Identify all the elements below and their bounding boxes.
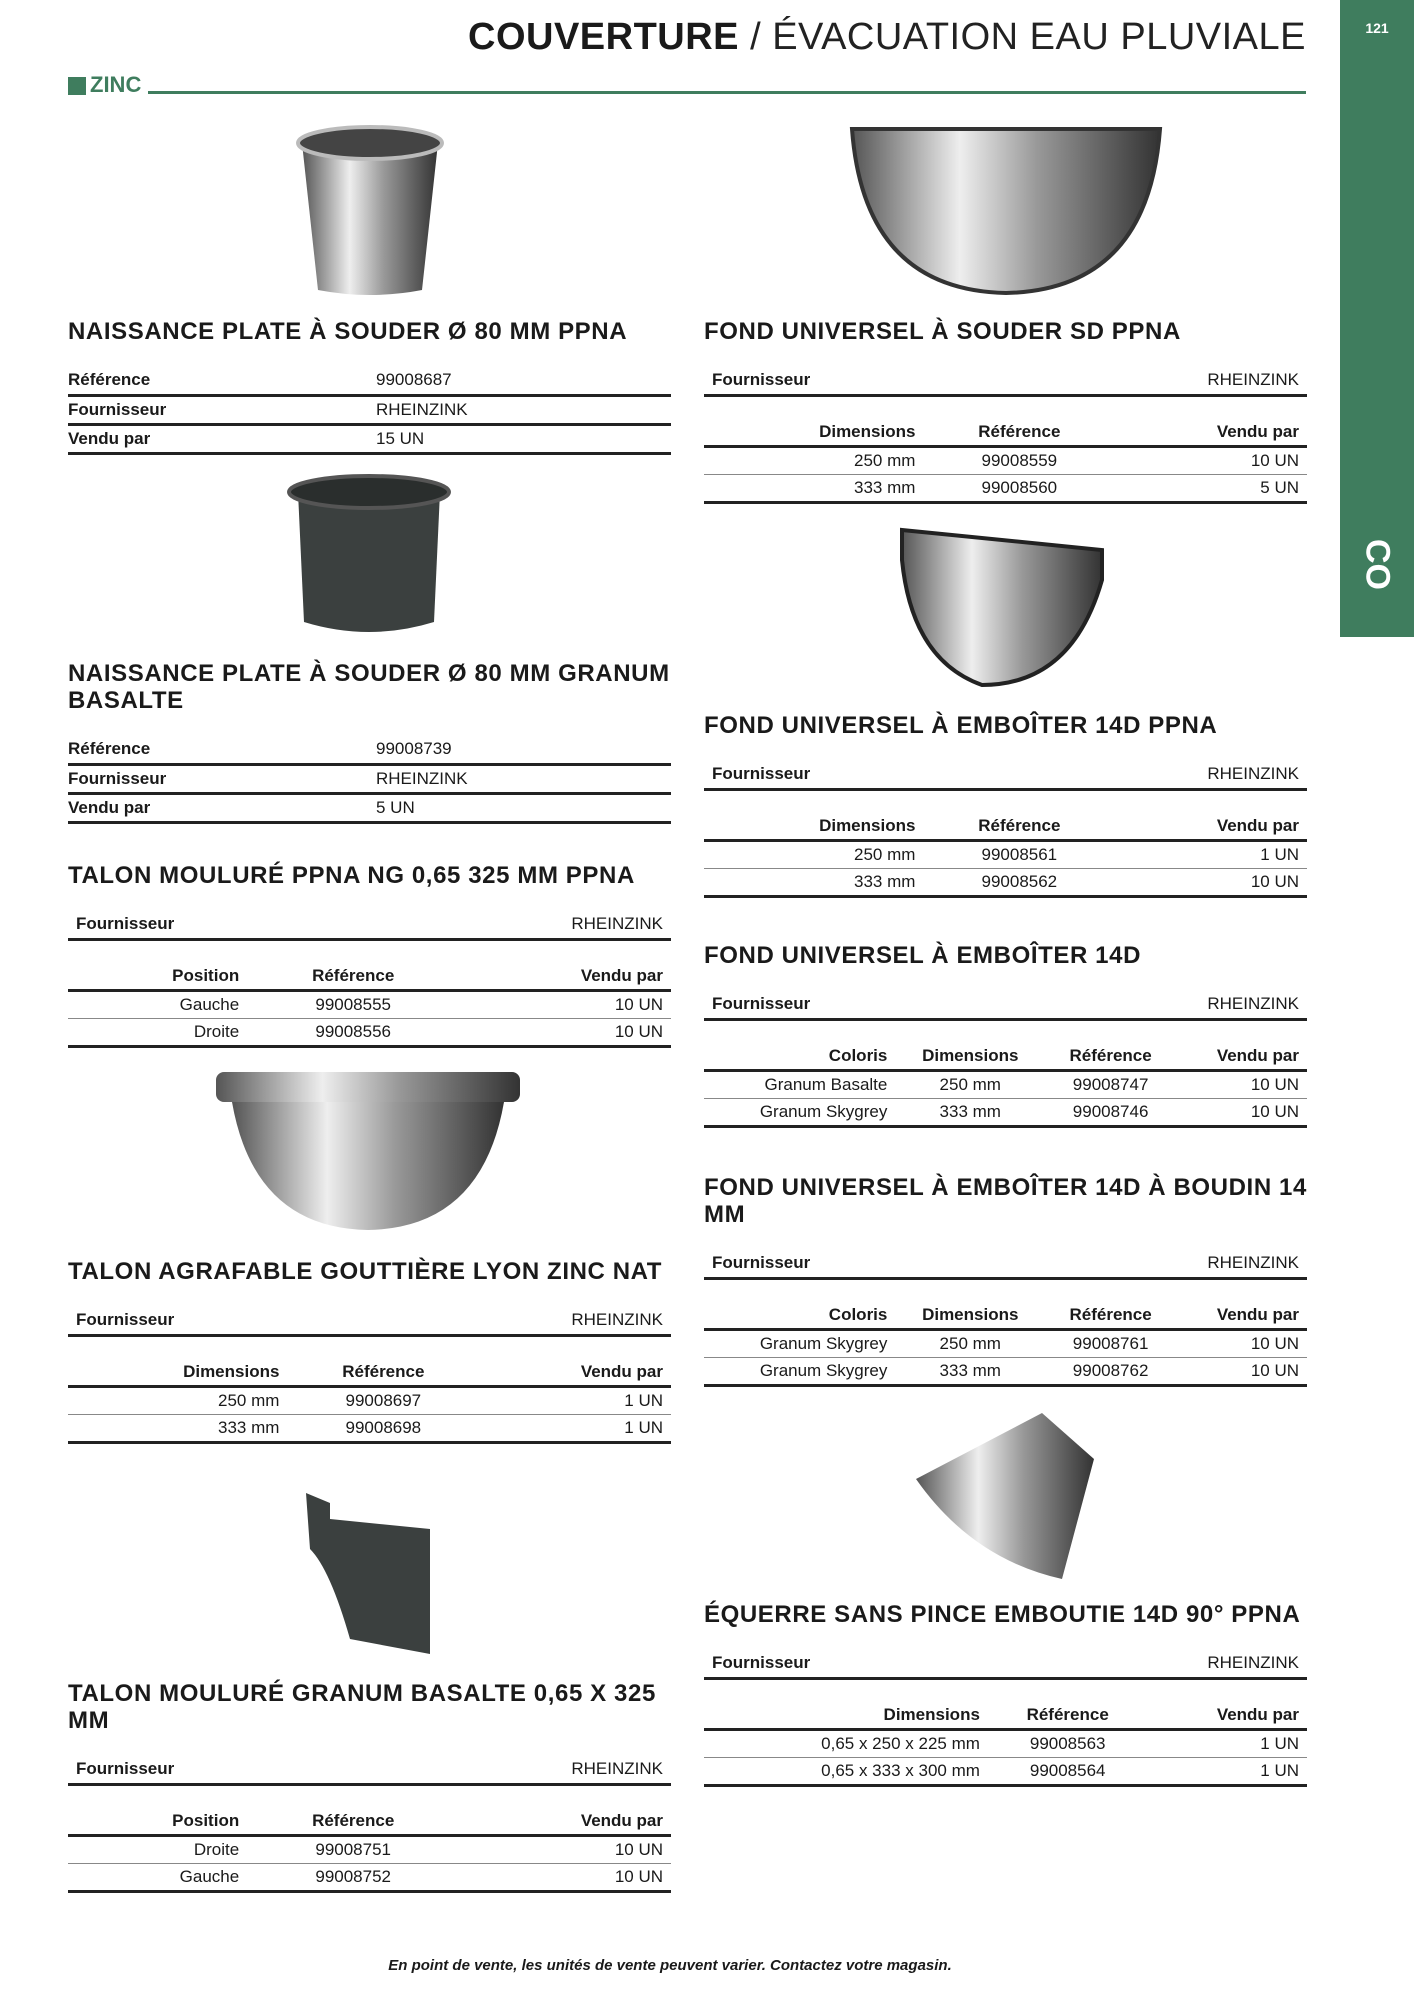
supplier-table [704,367,1307,397]
table-row [704,1758,1307,1786]
column-header: Vendu par [479,1359,671,1387]
spec-label: Référence [68,736,368,764]
table-cell: 10 UN [1115,447,1307,475]
product-block [704,318,1307,504]
column-header: Position [68,1808,247,1836]
table-cell: 10 UN [459,1864,671,1892]
table-cell: Droite [68,1019,247,1047]
column-header: Référence [923,813,1115,841]
naissance-ppna-image [290,125,450,297]
spec-row [68,793,671,822]
spec-label: Fournisseur [68,764,368,793]
product-block [704,1601,1307,1787]
supplier-label: Fournisseur [704,367,1015,395]
product-title: TALON MOULURÉ PPNA NG 0,65 325 MM PPNA [68,862,635,889]
supplier-table [704,1250,1307,1280]
product-block [704,712,1307,898]
table-cell: 1 UN [1147,1730,1307,1758]
column-header: Coloris [704,1302,895,1330]
table-cell: 250 mm [704,841,923,869]
supplier-table [704,761,1307,791]
table-header [704,419,1307,447]
column-header: Vendu par [1115,813,1307,841]
column-header: Référence [247,963,459,991]
equerre-image [912,1409,1098,1581]
variants-table [704,1043,1307,1129]
table-row [68,991,671,1019]
table-cell: 333 mm [895,1358,1045,1386]
table-cell: 99008562 [923,869,1115,897]
table-cell: 0,65 x 333 x 300 mm [704,1758,988,1786]
table-cell: 99008761 [1045,1330,1176,1358]
product-block [704,1174,1307,1387]
table-row [704,869,1307,897]
spec-value: 99008687 [368,367,671,395]
table-row [68,1836,671,1864]
spec-label: Fournisseur [68,395,368,424]
column-header: Référence [287,1359,479,1387]
table-cell: 10 UN [459,1836,671,1864]
product-title: FOND UNIVERSEL À EMBOÎTER 14D À BOUDIN 14 MM [704,1174,1307,1228]
table-cell: Granum Skygrey [704,1099,895,1127]
product-title: TALON MOULURÉ GRANUM BASALTE 0,65 X 325 MM [68,1680,656,1734]
table-cell: 10 UN [1176,1330,1307,1358]
table-cell: 10 UN [1176,1099,1307,1127]
table-cell: 99008762 [1045,1358,1176,1386]
column-header: Référence [923,419,1115,447]
header-category: COUVERTURE [468,16,740,58]
table-cell: 99008561 [923,841,1115,869]
column-header: Vendu par [459,963,671,991]
column-header: Dimensions [68,1359,287,1387]
table-row [704,1071,1307,1099]
table-cell: 1 UN [479,1415,671,1443]
table-cell: 10 UN [459,1019,671,1047]
page-number: 121 [1365,20,1389,36]
column-header: Référence [1045,1043,1176,1071]
variants-table [704,419,1307,505]
spec-label: Vendu par [68,793,368,822]
table-cell: 99008697 [287,1387,479,1415]
column-header: Référence [1045,1302,1176,1330]
table-row [704,475,1307,503]
spec-row [68,424,671,453]
table-cell: 1 UN [1147,1758,1307,1786]
variants-table [704,1302,1307,1388]
product-title: FOND UNIVERSEL À EMBOÎTER 14D PPNA [704,712,1218,739]
supplier-value: RHEINZINK [1015,761,1308,789]
table-cell: 0,65 x 250 x 225 mm [704,1730,988,1758]
table-row [68,1415,671,1443]
table-cell: 1 UN [1115,841,1307,869]
product-block [704,942,1307,1128]
table-cell: 250 mm [68,1387,287,1415]
supplier-table [68,1756,671,1786]
product-title: FOND UNIVERSEL À SOUDER SD PPNA [704,318,1181,345]
table-cell: 250 mm [704,447,923,475]
column-header: Dimensions [704,419,923,447]
table-header [704,1043,1307,1071]
talon-basalte-image [300,1489,440,1657]
table-cell: 250 mm [895,1330,1045,1358]
fond-emboiter-image [892,520,1120,688]
column-header: Dimensions [704,1702,988,1730]
supplier-label: Fournisseur [704,761,1015,789]
supplier-value: RHEINZINK [379,911,672,939]
spec-value: 5 UN [368,793,671,822]
table-cell: 333 mm [895,1099,1045,1127]
product-title: TALON AGRAFABLE GOUTTIÈRE LYON ZINC NAT [68,1258,663,1285]
table-cell: Gauche [68,1864,247,1892]
column-header: Dimensions [895,1302,1045,1330]
table-cell: 250 mm [895,1071,1045,1099]
supplier-value: RHEINZINK [379,1307,672,1335]
table-header [68,1808,671,1836]
column-header: Référence [247,1808,459,1836]
table-row [704,447,1307,475]
column-header: Vendu par [459,1808,671,1836]
variants-table [68,1808,671,1894]
supplier-label: Fournisseur [68,911,379,939]
supplier-table [68,911,671,941]
table-row [68,1864,671,1892]
supplier-table [704,1650,1307,1680]
table-cell: 99008564 [988,1758,1148,1786]
column-header: Vendu par [1115,419,1307,447]
table-cell: 10 UN [459,991,671,1019]
product-block [68,862,671,1048]
column-header: Dimensions [704,813,923,841]
supplier-table [704,991,1307,1021]
column-header: Vendu par [1176,1302,1307,1330]
spec-row [68,367,671,395]
table-cell: 99008555 [247,991,459,1019]
supplier-label: Fournisseur [704,1650,1015,1678]
table-cell: Granum Skygrey [704,1330,895,1358]
table-cell: 99008746 [1045,1099,1176,1127]
table-cell: 99008752 [247,1864,459,1892]
header-subcategory: / ÉVACUATION EAU PLUVIALE [739,16,1306,58]
table-cell: 10 UN [1176,1071,1307,1099]
table-row [68,1387,671,1415]
table-cell: 99008563 [988,1730,1148,1758]
column-header: Dimensions [895,1043,1045,1071]
column-header: Vendu par [1176,1043,1307,1071]
table-header [68,963,671,991]
naissance-basalte-image [284,472,454,638]
table-cell: Gauche [68,991,247,1019]
section-heading [68,72,141,98]
spec-label: Vendu par [68,424,368,453]
table-cell: 333 mm [68,1415,287,1443]
spec-row [68,736,671,764]
table-row [704,1730,1307,1758]
table-cell: 10 UN [1115,869,1307,897]
spec-value: 15 UN [368,424,671,453]
supplier-label: Fournisseur [704,991,1015,1019]
table-cell: 99008747 [1045,1071,1176,1099]
table-cell: 10 UN [1176,1358,1307,1386]
table-header [704,813,1307,841]
table-cell: Droite [68,1836,247,1864]
section-code: CO [1358,539,1397,590]
table-cell: Granum Basalte [704,1071,895,1099]
column-header: Référence [988,1702,1148,1730]
product-title: ÉQUERRE SANS PINCE EMBOUTIE 14D 90° PPNA [704,1601,1301,1628]
table-cell: 99008751 [247,1836,459,1864]
table-cell: 99008560 [923,475,1115,503]
spec-row [68,764,671,793]
table-row [704,1099,1307,1127]
product-block [68,660,671,824]
variants-table [68,963,671,1049]
supplier-label: Fournisseur [704,1250,1015,1278]
variants-table [68,1359,671,1445]
supplier-value: RHEINZINK [379,1756,672,1784]
supplier-label: Fournisseur [68,1756,379,1784]
supplier-value: RHEINZINK [1015,1250,1308,1278]
table-cell: 1 UN [479,1387,671,1415]
spec-value: 99008739 [368,736,671,764]
column-header: Coloris [704,1043,895,1071]
column-header: Vendu par [1147,1702,1307,1730]
section-marker-icon [68,77,86,95]
product-spec-table [68,736,671,824]
talon-agrafable-image [212,1068,524,1234]
supplier-value: RHEINZINK [1015,991,1308,1019]
spec-label: Référence [68,367,368,395]
table-cell: Granum Skygrey [704,1358,895,1386]
column-header: Position [68,963,247,991]
product-title: NAISSANCE PLATE À SOUDER Ø 80 MM PPNA [68,318,628,345]
variants-table [704,1702,1307,1788]
table-header [68,1359,671,1387]
footer-note: En point de vente, les unités de vente peuvent varier. Contactez votre magasin. [388,1957,952,1974]
table-cell: 99008698 [287,1415,479,1443]
product-block [68,1258,671,1444]
supplier-table [68,1307,671,1337]
page-header [468,16,1306,59]
section-label: ZINC [90,72,142,97]
table-cell: 333 mm [704,475,923,503]
spec-row [68,395,671,424]
table-row [704,1358,1307,1386]
spec-value: RHEINZINK [368,395,671,424]
section-tab [1340,0,1414,637]
supplier-label: Fournisseur [68,1307,379,1335]
product-title: NAISSANCE PLATE À SOUDER Ø 80 MM GRANUM BASALTE [68,660,670,714]
spec-value: RHEINZINK [368,764,671,793]
section-divider [148,91,1306,94]
product-block [68,1680,671,1893]
supplier-value: RHEINZINK [1015,1650,1308,1678]
product-spec-table [68,367,671,455]
product-block [68,318,671,455]
table-row [704,1330,1307,1358]
supplier-value: RHEINZINK [1015,367,1308,395]
table-cell: 99008556 [247,1019,459,1047]
table-row [68,1019,671,1047]
fond-souder-image [848,125,1164,295]
table-header [704,1702,1307,1730]
table-cell: 99008559 [923,447,1115,475]
variants-table [704,813,1307,899]
product-title: FOND UNIVERSEL À EMBOÎTER 14D [704,942,1142,969]
table-cell: 5 UN [1115,475,1307,503]
table-row [704,841,1307,869]
table-cell: 333 mm [704,869,923,897]
table-header [704,1302,1307,1330]
